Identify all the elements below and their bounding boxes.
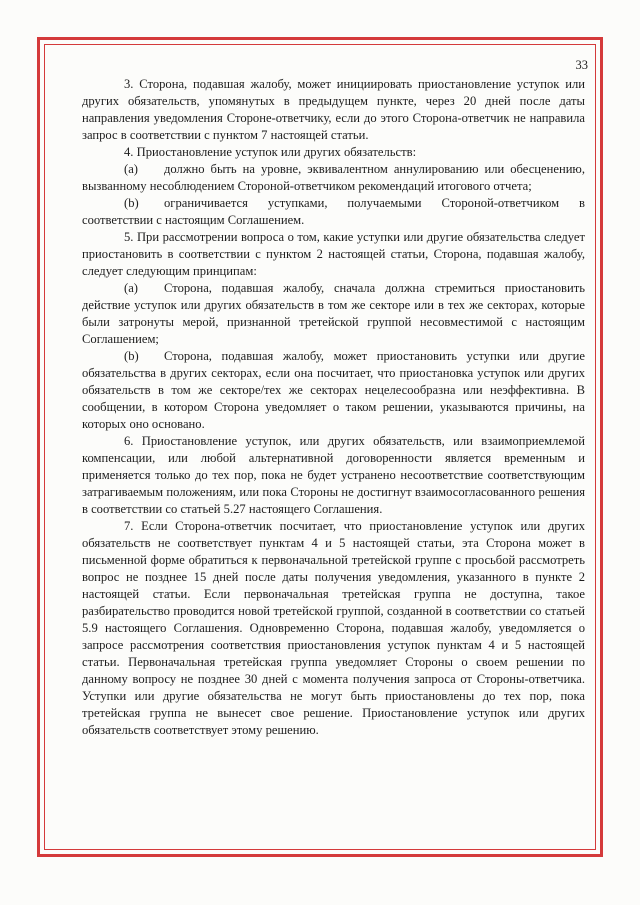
paragraph-4: 4. Приостановление уступок или других обязательств:	[124, 145, 417, 159]
list-item-text: ограничивается уступками, получаемыми Стороной-ответчиком в соответствии с настоящим Соглашением.	[82, 196, 585, 227]
paragraph-6: 6. Приостановление уступок, или других обязательств, или взаимоприемлемой компенсации, или любой альтернативной договоренности является временным и применяется только до тех пор, пока не будет устранено несоответствие соответствующим затрагиваемым положениям, или пока Стороны не достигнут взаимосогласованного решения в соответствии со статьей 5.27 настоящего Соглашения.	[82, 434, 585, 516]
list-item-text: Сторона, подавшая жалобу, может приостановить уступки или другие обязательства в других секторах, если она посчитает, что приостановка уступок или других обязательств в том же секторе/тех же секторах нецелесообразна или неэффективна. В сообщении, в котором Сторона уведомляет о таком решении, указываются причины, на которых оно основано.	[82, 349, 585, 431]
page-number: 33	[575, 58, 588, 72]
list-item-text: должно быть на уровне, эквивалентном аннулированию или обесценению, вызванному несоблюдением Стороной-ответчиком рекомендаций итогового отчета;	[82, 162, 585, 193]
paragraph-5: 5. При рассмотрении вопроса о том, какие уступки или другие обязательства следует приостановить в соответствии с пунктом 2 настоящей статьи, Сторона, подавшая жалобу, следует следующим принципам:	[82, 230, 585, 278]
paragraph-7: 7. Если Сторона-ответчик посчитает, что приостановление уступок или других обязательств не соответствует пунктам 4 и 5 настоящей статьи, эта Сторона может в письменной форме обратиться к первоначальной третейской группе с просьбой рассмотреть вопрос не позднее 15 дней после даты получения уведомления, указанного в пункте 2 настоящей статьи. Если первоначальная третейская группа не доступна, такое разбирательство проводится новой третейской группой, созданной в соответствии со статьей 5.9 настоящего Соглашения. Одновременно Сторона, подавшая жалобу, уведомляется о запросе рассмотрения соответствия приостановления уступок пунктам 4 и 5 настоящей статьи. Первоначальная третейская группа уведомляет Стороны о своем решении по данному вопросу не позднее 30 дней с момента получения запроса от Стороны-ответчика. Уступки или другие обязательства не могут быть приостановлены до тех пор, пока третейская группа не вынесет свое решение. Приостановление уступок или других обязательств соответствует этому решению.	[82, 519, 585, 737]
list-item-marker: (a)	[124, 162, 138, 176]
list-item-text: Сторона, подавшая жалобу, сначала должна стремиться приостановить действие уступок или других обязательств в том же секторе или в тех же секторах, которые были затронуты мерой, признанной третейской группой несовместимой с настоящим Соглашением;	[82, 281, 585, 346]
list-item	[82, 280, 585, 348]
article-body	[82, 76, 585, 739]
list-item-marker: (b)	[124, 349, 139, 363]
paragraph-3: 3. Сторона, подавшая жалобу, может инициировать приостановление уступок или других обязательств, упомянутых в предыдущем пункте, через 20 дней после даты направления уведомления Стороне-ответчику, если до этого Сторона-ответчик не направила запрос в соответствии с пунктом 7 настоящей статьи.	[82, 77, 585, 142]
list-item	[82, 348, 585, 433]
list-item	[82, 161, 585, 195]
list-item	[82, 195, 585, 229]
list-item-marker: (b)	[124, 196, 139, 210]
list-item-marker: (a)	[124, 281, 138, 295]
